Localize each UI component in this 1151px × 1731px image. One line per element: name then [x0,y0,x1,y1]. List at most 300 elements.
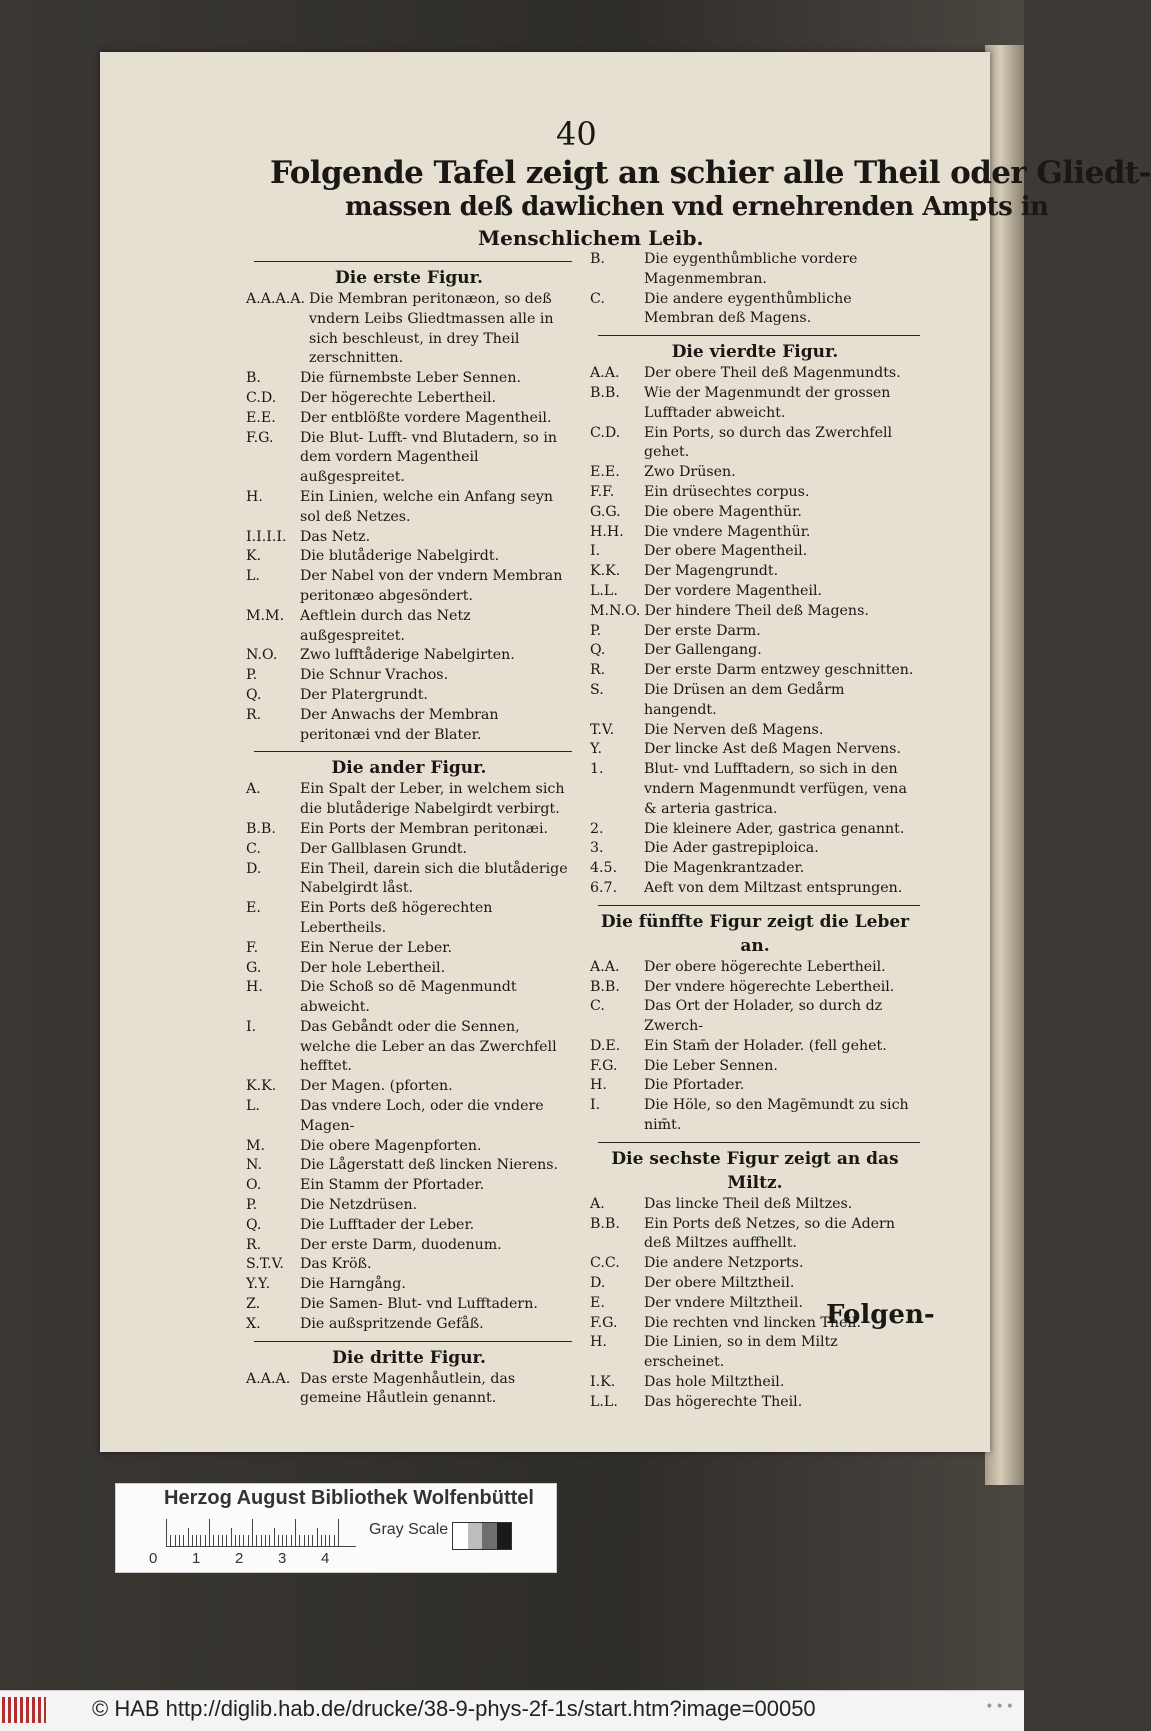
entry-text: Der Gallengang. [644,642,762,659]
entry-label: H. [246,488,263,505]
legend-entry [590,958,920,978]
legend-entry [246,780,572,820]
right-column [590,250,920,1413]
entry-label: Y. [590,741,603,758]
entry-label: I. [246,1018,257,1035]
entry-label: A.A. [590,365,620,382]
ruler-tick [209,1519,210,1546]
entry-text: Zwo Drüsen. [644,464,736,481]
entry-label: I.K. [590,1374,616,1391]
entry-text: Der Nabel von der vndern Membran peritonæo abgesöndert. [300,568,563,604]
entry-text: Der obere högerechte Lebertheil. [644,958,886,975]
legend-entry [246,978,572,1018]
entry-label: G. [246,959,262,976]
entry-label: L.L. [590,1393,618,1410]
title-line-1: Folgende Tafel zeigt an schier alle Theil oder Gliedt- [270,155,1151,191]
entry-label: B.B. [590,1215,620,1232]
legend-entry [590,1195,920,1215]
entry-label: A.A. [590,958,620,975]
entry-label: Y.Y. [246,1276,271,1293]
legend-entry [590,859,920,879]
entry-text: Die Leber Sennen. [644,1057,778,1074]
entry-text: Die fürnembste Leber Sennen. [300,370,521,387]
ruler-tick [213,1535,214,1546]
entry-label: 4.5. [590,860,618,877]
entry-text: Die vndere Magenthür. [644,523,811,540]
entry-text: Das erste Magenhåutlein, das gemeine Håutlein genannt. [300,1370,516,1407]
ruler-tick [222,1535,223,1546]
ruler-tick [265,1535,266,1546]
legend-entry [590,562,920,582]
legend-entry [246,1295,572,1315]
ruler-tick [175,1535,176,1546]
entry-text: Die Netzdrüsen. [300,1197,418,1214]
section-rule [254,261,572,262]
ruler-tick [183,1535,184,1546]
entry-text: Der erste Darm, duodenum. [300,1236,502,1253]
ruler-tick [308,1535,309,1546]
section-rule [254,751,572,752]
legend-entry [590,1057,920,1077]
ruler-tick [243,1535,244,1546]
legend-entry [590,1333,920,1373]
ruler-tick [166,1519,167,1546]
ruler-tick [291,1535,292,1546]
entry-text: Aeft von dem Miltzast entsprungen. [644,879,903,896]
legend-entry [590,1076,920,1096]
ruler-tick [299,1535,300,1546]
page-number: 40 [556,115,597,153]
legend-entry [246,1370,572,1410]
entry-label: H. [246,979,263,996]
legend-entry [590,820,920,840]
legend-entry [590,760,920,819]
entry-text: Der Magengrundt. [644,563,779,580]
ruler-tick [269,1535,270,1546]
ruler-tick [325,1535,326,1546]
legend-entry [246,1018,572,1077]
legend-entry [590,740,920,760]
entry-label: A.A.A. [246,1370,291,1387]
entry-text: Das lincke Theil deß Miltzes. [644,1195,853,1212]
entry-text: Die Pfortader. [644,1077,745,1094]
legend-entry [590,424,920,464]
entry-label: K.K. [246,1078,277,1095]
ruler-tick [317,1528,318,1546]
ruler-tick [256,1535,257,1546]
entry-text: Der Anwachs der Membran peritonæi vnd der Blater. [300,706,499,743]
entry-text: Die Nerven deß Magens. [644,721,824,738]
ruler-tick [329,1535,330,1546]
legend-entry [246,1097,572,1137]
gray-scale-label: Gray Scale [369,1521,449,1538]
entry-text: Der entblößte vordere Magentheil. [300,409,552,426]
entry-label: C.D. [246,389,277,406]
legend-entry [590,1373,920,1393]
entry-label: S.T.V. [246,1256,284,1273]
entry-label: C.D. [590,424,621,441]
legend-entry [590,384,920,424]
entry-text: Der vordere Magentheil. [644,582,822,599]
ruler-baseline [166,1546,356,1547]
entry-text: Das Gebåndt oder die Sennen, welche die Leber an das Zwerchfell hefftet. [300,1018,557,1075]
entry-label: H. [590,1334,607,1351]
legend-entry [246,820,572,840]
legend-entry [246,607,572,647]
entry-label: C. [246,840,261,857]
entry-label: Q. [246,686,262,703]
entry-text: Das högerechte Theil. [644,1393,803,1410]
library-name: Herzog August Bibliothek Wolfenbüttel [164,1487,534,1509]
entry-text: Das hole Miltztheil. [644,1374,785,1391]
entry-text: Das Ort der Holader, so durch dz Zwerch- [644,998,883,1035]
legend-entry [246,389,572,409]
entry-text: Die rechten vnd lincken Theil. [644,1314,861,1331]
entry-text: Die Höle, so den Magēmundt zu sich nim̄t. [644,1097,909,1134]
legend-entry [590,582,920,602]
legend-entry [246,1315,572,1335]
legend-entry [590,1096,920,1136]
entry-text: Die Linien, so in dem Miltz erscheinet. [644,1334,838,1371]
legend-entry [246,840,572,860]
entry-label: G.G. [590,503,621,520]
ruler-number: 0 [149,1550,158,1567]
legend-entry [246,369,572,389]
ruler-tick [278,1535,279,1546]
entry-label: H.H. [590,523,624,540]
entry-label: A.A.A.A. [246,291,306,307]
entry-label: B.B. [590,384,620,401]
ruler-tick [226,1535,227,1546]
entry-text: Ein Ports deß högerechten Lebertheils. [300,900,493,936]
entry-label: B.B. [246,820,276,837]
entry-label: A. [590,1195,605,1212]
entry-text: Ein Theil, darein sich die blutåderige Nabelgirdt låst. [300,860,568,897]
legend-entry [590,1393,920,1413]
footer-bar [0,1690,1024,1731]
hab-logo-icon [2,1697,46,1723]
legend-entry [246,646,572,666]
legend-entry [590,997,920,1037]
entry-text: Die blutåderige Nabelgirdt. [300,548,500,565]
entry-text: Der erste Darm entzwey geschnitten. [644,662,914,679]
entry-text: Die Magenkrantzader. [644,860,805,877]
entry-label: E. [246,900,261,917]
ruler-tick [321,1535,322,1546]
legend-entry [590,503,920,523]
ruler-tick [274,1528,275,1546]
gray-swatches [452,1522,512,1550]
entry-label: R. [246,1236,262,1253]
legend-entry [590,290,920,330]
entry-text: Die Samen- Blut- vnd Lufftadern. [300,1296,538,1313]
entry-text: Die obere Magenthür. [644,503,802,520]
entry-label: F.G. [246,429,274,446]
facing-page-edge [985,45,1024,1485]
legend-entry [590,641,920,661]
entry-label: N.O. [246,647,278,664]
legend-entry [590,1037,920,1057]
entry-text: Der obere Miltztheil. [644,1275,795,1292]
ruler [166,1519,356,1547]
entry-label: F.F. [590,483,615,500]
entry-label: Q. [246,1216,262,1233]
entry-text: Die obere Magenpforten. [300,1137,482,1154]
legend-entry [246,567,572,607]
color-scale-card [115,1483,557,1573]
legend-entry [246,1156,572,1176]
ruler-tick [261,1535,262,1546]
entry-text: Das Kröß. [300,1256,372,1273]
ruler-tick [196,1535,197,1546]
ruler-number: 2 [235,1550,244,1567]
entry-text: Der vndere Miltztheil. [644,1294,803,1311]
legend-entry [590,542,920,562]
entry-label: 3. [590,840,604,857]
entry-label: L.L. [590,582,618,599]
entry-label: F. [246,939,259,956]
entry-label: E. [590,1294,605,1311]
entry-text: Die eygenthůmbliche vordere Magenmembran. [644,251,858,287]
entry-label: B. [590,251,605,267]
figure-heading: Die vierdte Figur. [671,342,839,363]
entry-label: B. [246,370,261,387]
entry-label: F.G. [590,1057,618,1074]
entry-label: I. [590,543,601,560]
entry-label: E.E. [246,409,276,426]
catchword: Folgen- [826,1300,935,1330]
entry-label: D.E. [590,1037,621,1054]
legend-entry [590,1215,920,1255]
gray-swatch [482,1523,497,1549]
ruler-tick [179,1535,180,1546]
legend-entry [246,409,572,429]
entry-text: Die Harngång. [300,1276,406,1293]
legend-entry [246,1216,572,1236]
ruler-tick [312,1535,313,1546]
entry-text: Das vndere Loch, oder die vndere Magen- [300,1098,544,1134]
entry-text: Ein Stam̄ der Holader. (fell gehet. [644,1037,887,1054]
entry-label: 6.7. [590,879,618,896]
legend-entry [590,721,920,741]
entry-text: Der obere Magentheil. [644,543,808,560]
entry-text: Der hindere Theil deß Magens. [644,602,869,619]
ruler-tick [334,1535,335,1546]
legend-entry [590,602,920,622]
entry-label: C.C. [590,1255,620,1272]
entry-label: S. [590,681,604,698]
entry-label: O. [246,1177,262,1194]
entry-text: Die Schnur Vrachos. [300,667,449,684]
legend-entry [246,860,572,900]
entry-text: Ein Spalt der Leber, in welchem sich die blutåderige Nabelgirdt verbirgt. [300,781,565,818]
legend-entry [590,661,920,681]
ruler-tick [239,1535,240,1546]
legend-entry [590,622,920,642]
ruler-tick [188,1528,189,1546]
ruler-number: 4 [321,1550,330,1567]
entry-text: Das Netz. [300,528,371,545]
entry-text: Die Blut- Lufft- vnd Blutadern, so in dem vordern Magentheil außgespreitet. [300,429,557,486]
legend-entry [246,528,572,548]
ruler-tick [282,1535,283,1546]
legend-entry [590,364,920,384]
entry-label: D. [590,1275,606,1292]
entry-label: M.N.O. [590,602,641,619]
legend-entry [590,978,920,998]
figure-heading: Die ander Figur. [331,758,487,779]
entry-text: Die Lågerstatt deß lincken Nierens. [300,1157,559,1174]
legend-entry [590,1274,920,1294]
entry-label: R. [590,662,606,679]
entry-label: M. [246,1137,266,1154]
entry-label: D. [246,860,262,877]
entry-text: Der lincke Ast deß Magen Nervens. [644,741,901,758]
ruler-tick [192,1535,193,1546]
legend-entry [246,488,572,528]
entry-label: L. [246,568,260,585]
legend-entry [590,250,920,290]
entry-text: Aeftlein durch das Netz außgespreitet. [300,607,471,644]
section-rule [254,1341,572,1342]
entry-label: M.M. [246,607,285,624]
legend-entry [246,290,572,369]
entry-label: K. [246,548,262,565]
more-options-icon[interactable]: ••• [985,1699,1016,1715]
entry-label: H. [590,1077,607,1094]
entry-text: Ein Ports der Membran peritonæi. [300,820,549,837]
legend-entry [590,879,920,899]
entry-label: N. [246,1157,263,1174]
left-column [246,255,572,1409]
ruler-tick [248,1535,249,1546]
entry-label: F.G. [590,1314,618,1331]
ruler-tick [205,1535,206,1546]
entry-label: A. [246,781,261,798]
entry-text: Die Schoß so dē Magenmundt abweicht. [300,979,517,1016]
entry-label: B.B. [590,978,620,995]
gray-swatch [468,1523,483,1549]
gray-swatch [497,1523,512,1549]
legend-entry [590,463,920,483]
legend-entry [246,686,572,706]
legend-entry [246,1255,572,1275]
entry-label: 1. [590,761,604,778]
entry-text: Der obere Theil deß Magenmundts. [644,365,901,382]
entry-text: Die Membran peritonæon, so deß vndern Leibs Gliedtmassen alle in sich beschleust, in drey Theil zerschnitten. [309,291,554,367]
legend-entry [246,706,572,746]
ruler-tick [170,1535,171,1546]
legend-entry [590,483,920,503]
entry-text: Der högerechte Lebertheil. [300,389,496,406]
ruler-tick [304,1535,305,1546]
entry-text: Die Ader gastrepiploica. [644,840,819,857]
ruler-tick [231,1528,232,1546]
entry-text: Wie der Magenmundt der grossen Lufftader abweicht. [644,384,891,421]
title-line-3: Menschlichem Leib. [478,226,704,250]
entry-text: Die andere eygenthůmbliche Membran deß Magens. [644,290,852,327]
entry-label: P. [246,1197,258,1214]
entry-text: Die kleinere Ader, gastrica genannt. [644,820,905,837]
entry-label: P. [590,622,602,639]
legend-entry [246,1196,572,1216]
legend-entry [590,523,920,543]
entry-label: P. [246,667,258,684]
figure-heading: Die erste Figur. [335,268,483,288]
gray-swatch [453,1523,468,1549]
entry-text: Ein Linien, welche ein Anfang seyn sol deß Netzes. [300,488,554,525]
entry-label: X. [246,1315,261,1332]
legend-entry [590,839,920,859]
legend-entry [246,547,572,567]
ruler-tick [218,1535,219,1546]
section-rule [598,905,920,906]
figure-heading: Die fünffte Figur zeigt die Leber an. [600,911,910,956]
legend-entry [246,666,572,686]
entry-text: Der vndere högerechte Lebertheil. [644,978,895,995]
ruler-tick [252,1519,253,1546]
entry-label: I. [590,1097,601,1114]
entry-label: Z. [246,1296,261,1313]
entry-text: Die andere Netzports. [644,1255,804,1272]
entry-text: Ein Ports, so durch das Zwerchfell gehet. [644,424,893,461]
ruler-number: 3 [278,1550,287,1567]
entry-text: Ein drüsechtes corpus. [644,483,810,500]
legend-entry [246,1077,572,1097]
figure-heading: Die sechste Figur zeigt an das Miltz. [611,1148,899,1193]
legend-entry [246,899,572,939]
entry-text: Die außspritzende Gefåß. [300,1315,484,1332]
entry-label: C. [590,998,605,1015]
legend-entry [246,1236,572,1256]
legend-entry [246,1176,572,1196]
entry-label: T.V. [590,721,615,738]
entry-text: Ein Nerue der Leber. [300,939,452,956]
ruler-tick [338,1519,339,1546]
section-rule [598,335,920,336]
entry-text: Der Gallblasen Grundt. [300,840,468,857]
legend-entry [590,1254,920,1274]
ruler-tick [286,1535,287,1546]
entry-text: Blut- vnd Lufftadern, so sich in den vndern Magenmundt verfügen, vena & arteria gastrica. [644,761,907,817]
section-rule [598,1142,920,1143]
legend-entry [590,681,920,721]
entry-label: C. [590,290,605,307]
entry-text: Der Platergrundt. [300,686,428,703]
entry-text: Zwo lufftåderige Nabelgirten. [300,647,515,664]
entry-label: 2. [590,820,604,837]
entry-label: R. [246,706,262,723]
entry-text: Ein Stamm der Pfortader. [300,1177,485,1194]
legend-entry [246,429,572,488]
footer-url[interactable]: © HAB http://diglib.hab.de/drucke/38-9-phys-2f-1s/start.htm?image=00050 [92,1696,816,1721]
entry-label: I.I.I.I. [246,528,287,545]
entry-label: E.E. [590,464,620,481]
entry-label: K.K. [590,563,621,580]
entry-text: Der erste Darm. [644,622,761,639]
entry-text: Der Magen. (pforten. [300,1078,453,1095]
legend-entry [246,1137,572,1157]
entry-label: L. [246,1098,260,1115]
entry-label: Q. [590,642,606,659]
legend-entry [246,1275,572,1295]
entry-text: Der hole Lebertheil. [300,959,446,976]
ruler-tick [235,1535,236,1546]
entry-text: Die Drüsen an dem Gedårm hangendt. [644,681,845,718]
entry-text: Die Lufftader der Leber. [300,1216,475,1233]
entry-text: Ein Ports deß Netzes, so die Adern deß Miltzes auffhellt. [644,1215,895,1252]
ruler-tick [295,1519,296,1546]
